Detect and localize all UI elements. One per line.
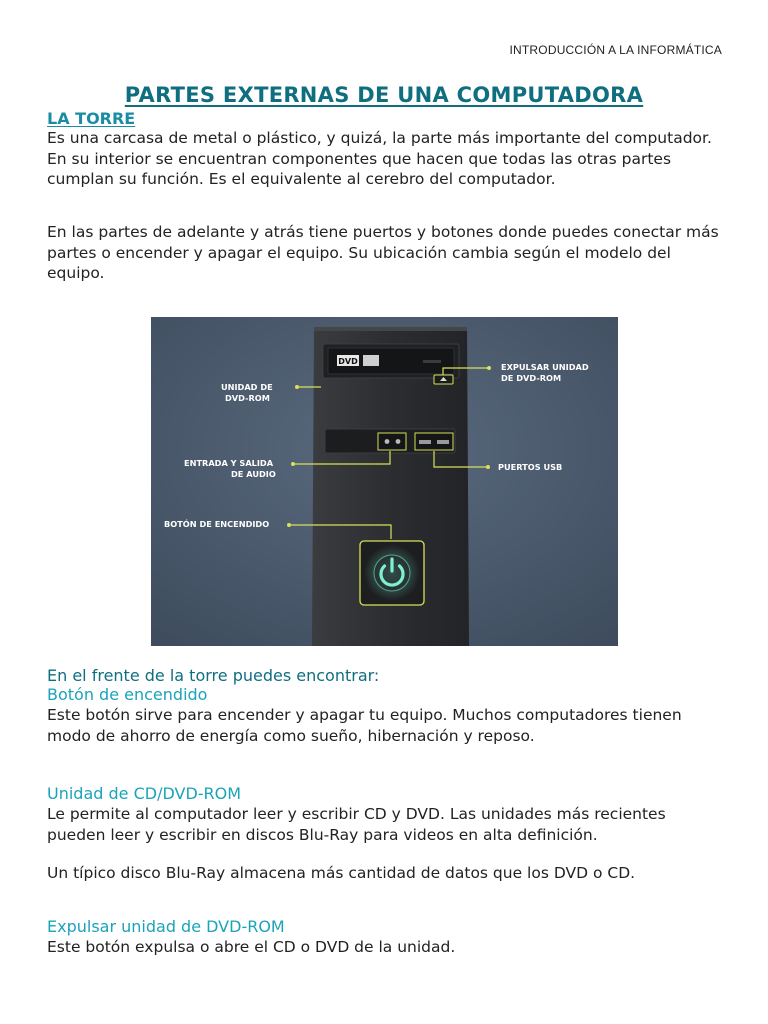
label-audio-2: DE AUDIO [231,469,276,479]
dvd-logo-text: DVD [338,357,358,366]
tower-illustration [151,317,618,646]
cd-text-2: Un típico disco Blu-Ray almacena más cantidad de datos que los DVD o CD. [47,864,636,882]
front-heading: En el frente de la torre puedes encontrar: [47,666,380,685]
label-usb: PUERTOS USB [498,462,563,472]
torre-paragraph-1: Es una carcasa de metal o plástico, y quizá, la parte más importante del computador. En su interior se encuentran componentes que hacen que todas las otras partes cumplan su función. Es el equivalente al cerebro del computador. [47,129,712,188]
eject-heading: Expulsar unidad de DVD-ROM [47,917,285,936]
label-eject-1: EXPULSAR UNIDAD [501,362,589,372]
label-eject-2: DE DVD-ROM [501,373,562,383]
page-title: PARTES EXTERNAS DE UNA COMPUTADORA [124,83,644,107]
eject-text: Este botón expulsa o abre el CD o DVD de la unidad. [47,938,456,956]
label-dvd-unit-2: DVD-ROM [225,393,270,403]
tower-diagram [151,317,618,646]
label-dvd-unit-1: UNIDAD DE [221,382,273,392]
cd-heading: Unidad de CD/DVD-ROM [47,784,242,803]
audio-ports [378,433,406,450]
torre-paragraph-2: En las partes de adelante y atrás tiene puertos y botones donde puedes conectar más partes o encender y apagar el equipo. Su ubicación cambia según el modelo del equipo. [47,223,719,282]
power-text: Este botón sirve para encender y apagar tu equipo. Muchos computadores tienen modo de ahorro de energía como sueño, hibernación y reposo. [47,706,682,745]
label-power: BOTÓN DE ENCENDIDO [164,519,270,529]
course-header: INTRODUCCIÓN A LA INFORMÁTICA [509,43,722,57]
cd-text-1: Le permite al computador leer y escribir CD y DVD. Las unidades más recientes pueden leer y escribir en discos Blu-Ray para videos en alta definición. [47,805,666,844]
power-heading: Botón de encendido [47,685,208,704]
label-audio-1: ENTRADA Y SALIDA [184,458,274,468]
section-heading-torre: LA TORRE [47,109,136,128]
